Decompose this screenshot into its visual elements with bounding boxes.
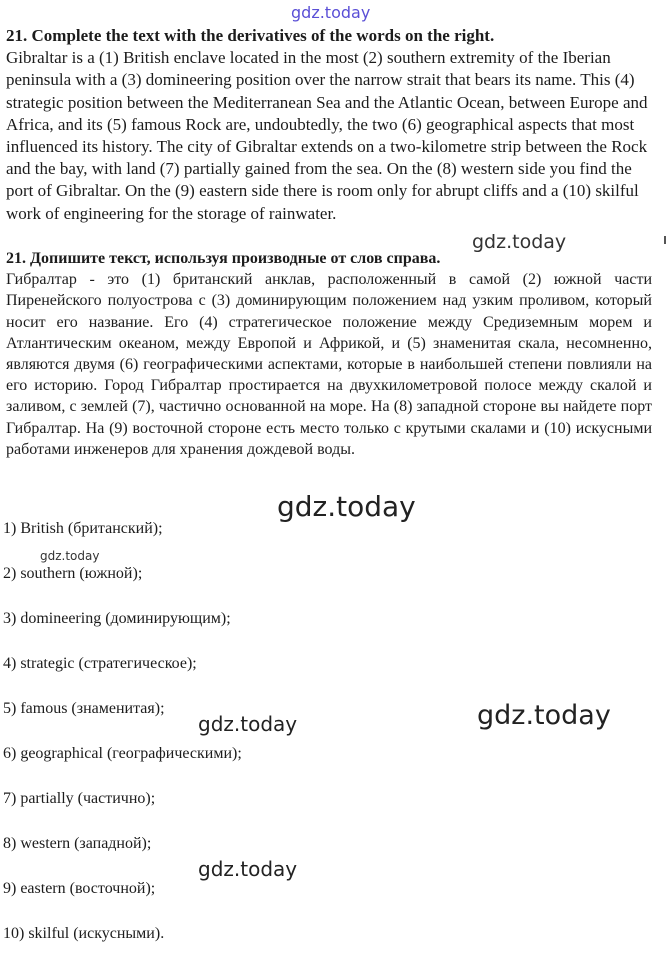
russian-exercise-text: Гибралтар - это (1) британский анклав, расположенный в самой (2) южной части Пиренейского полуострова с (3) доминирующим положением над узким проливом, который носит его название. Его (4) стратегическое положение между Средиземным морем и Атлантическим океаном, между Европой и Африкой, и (5) знаменитая скала, несомненно, являются двумя (6) географическими аспектами, которые в наибольшей степени повлияли на его историю. Город Гибралтар простирается на двухкилометровой полосе между скалой и заливом, с землей (7), частично основанной на море. На (8) западной стороне вы найдете порт Гибралтар. На (9) восточной стороне есть место только с крутыми скалами и (10) искусными работами инженеров для хранения дождевой воды. (6, 271, 652, 458)
site-watermark: gdz.today (198, 857, 298, 881)
english-exercise (6, 25, 652, 225)
english-exercise-text: Gibraltar is a (1) British enclave located in the most (2) southern extremity of the Iberian peninsula with a (3) domineering position over the narrow strait that bears its name. This (4) strategic position between the Mediterranean Sea and the Atlantic Ocean, between Europe and Africa, and its (5) famous Rock are, undoubtedly, the two (6) geographical aspects that most influenced its history. The city of Gibraltar extends on a two-kilometre strip between the Rock and the bay, with land (7) partially gained from the sea. On the (8) western side you find the port of Gibraltar. On the (9) eastern side there is room only for abrupt cliffs and a (10) skilful work of engineering for the storage of rainwater. (6, 48, 648, 223)
answer-item: 1) British (британский); (3, 520, 163, 537)
answer-item: 6) geographical (географическими); (3, 745, 242, 762)
answer-list (3, 519, 643, 969)
site-watermark: gdz.today (477, 700, 611, 731)
site-watermark: gdz.today (277, 490, 416, 523)
russian-exercise-heading: 21. Допишите текст, используя производные от слов справа. (6, 250, 441, 267)
site-watermark: gdz.today (291, 3, 371, 22)
answer-item: 3) domineering (доминирующим); (3, 610, 231, 627)
answer-item: 7) partially (частично); (3, 790, 156, 807)
answer-item: 5) famous (знаменитая); (3, 700, 165, 717)
answer-item: 9) eastern (восточной); (3, 880, 156, 897)
answer-item: 2) southern (южной); (3, 565, 143, 582)
site-watermark: gdz.today (198, 712, 298, 736)
english-exercise-heading: 21. Complete the text with the derivatives of the words on the right. (6, 26, 495, 45)
site-watermark: gdz.today (472, 231, 567, 253)
answer-item: 10) skilful (искусными). (3, 925, 165, 942)
russian-exercise (6, 248, 652, 460)
answer-item: 4) strategic (стратегическое); (3, 655, 197, 672)
answer-item: 8) western (западной); (3, 835, 152, 852)
site-watermark: gdz.today (40, 549, 100, 563)
